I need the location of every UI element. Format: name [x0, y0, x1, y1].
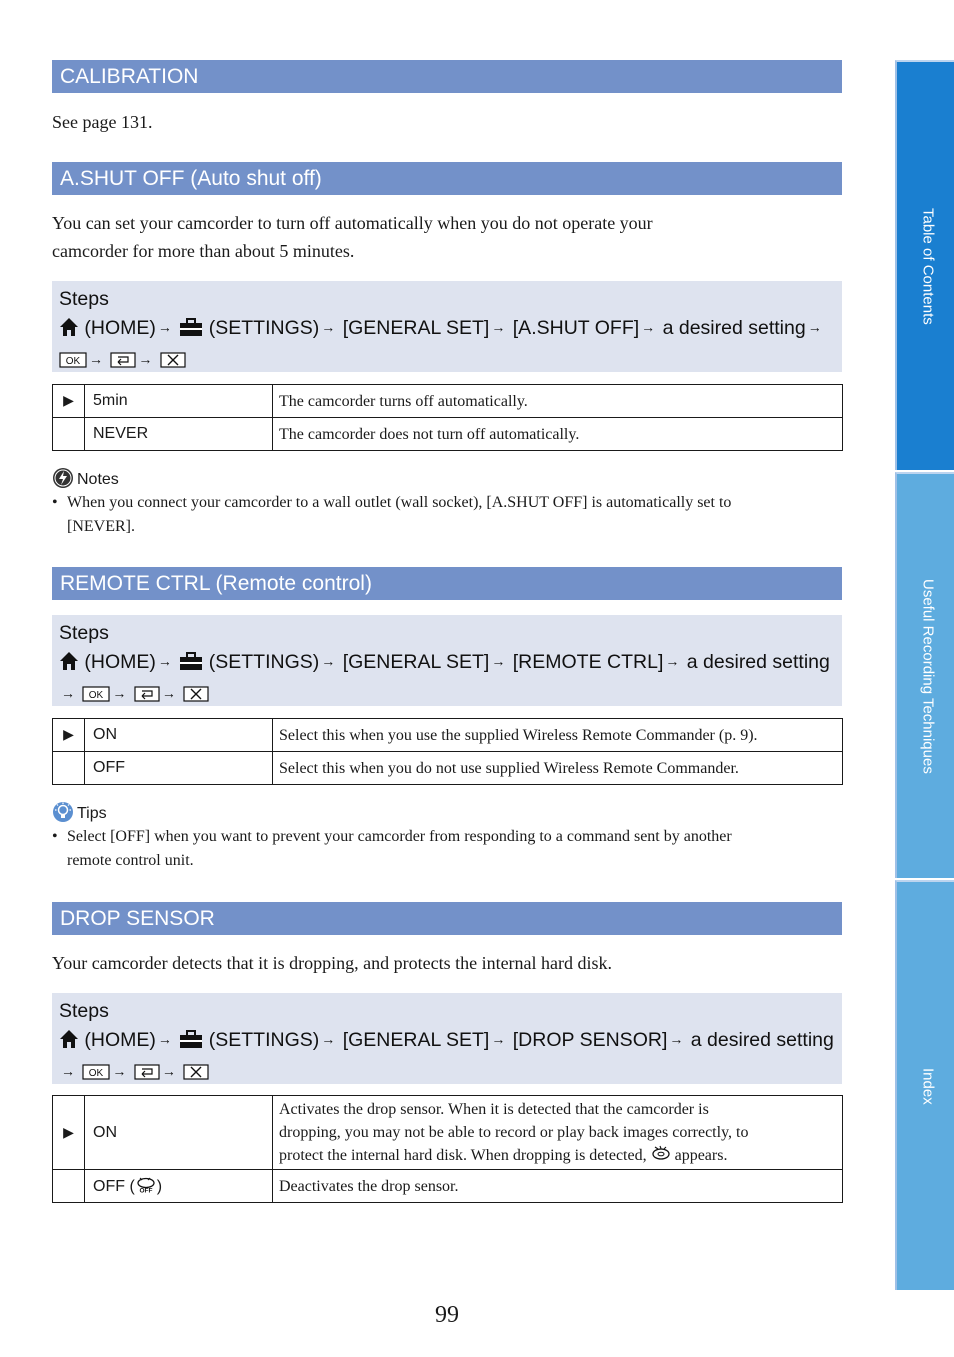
section-title-calibration: CALIBRATION [52, 60, 842, 93]
drop-desc-line2: dropping, you may not be able to record or play back images correctly, to [279, 1124, 749, 1141]
default-marker: ▶ [53, 385, 85, 418]
svg-text:OK: OK [89, 690, 104, 701]
tips-label: Tips [77, 805, 107, 822]
home-icon [59, 317, 79, 345]
section-title-drop: DROP SENSOR [52, 902, 842, 935]
drop-desc-line3b: appears. [674, 1147, 728, 1164]
option-name-a: OFF ( [93, 1177, 135, 1195]
section-title-remote: REMOTE CTRL (Remote control) [52, 567, 842, 600]
section-title-ashutoff: A.SHUT OFF (Auto shut off) [52, 162, 842, 195]
steps-home: (HOME) [84, 317, 156, 339]
tips-heading [52, 801, 107, 826]
option-name [85, 1170, 273, 1203]
steps-title: Steps [59, 288, 109, 310]
option-desc: The camcorder turns off automatically. [273, 385, 843, 418]
note-line1: When you connect your camcorder to a wall outlet (wall socket), [A.SHUT OFF] is automatically set to [67, 494, 732, 511]
table-row [53, 1096, 843, 1170]
ok-button-icon [59, 348, 87, 376]
steps-desired: a desired setting [686, 651, 830, 673]
drop-steps: Steps (HOME) → (SETTINGS) → [GENERAL SET] → [DROP SENSOR] → a desired setting → OK → → [52, 993, 842, 1084]
option-desc: Select this when you do not use supplied Wireless Remote Commander. [273, 752, 843, 785]
ashutoff-intro-line1: You can set your camcorder to turn off automatically when you do not operate your [52, 213, 653, 233]
svg-text:OK: OK [89, 1068, 104, 1079]
notes-heading [52, 467, 119, 492]
option-desc: Select this when you use the supplied Wireless Remote Commander (p. 9). [273, 719, 843, 752]
steps-settings: (SETTINGS) [208, 1029, 320, 1051]
steps-settings: (SETTINGS) [208, 651, 320, 673]
steps-desired: a desired setting [662, 317, 806, 339]
ashutoff-intro [52, 209, 842, 265]
steps-menu-item: [DROP SENSOR] [512, 1029, 668, 1051]
steps-general-set: [GENERAL SET] [342, 651, 490, 673]
tip-line1: Select [OFF] when you want to prevent your camcorder from responding to a command sent by another [67, 828, 732, 845]
option-desc: Deactivates the drop sensor. [273, 1170, 843, 1203]
calibration-text: See page 131. [52, 112, 153, 132]
steps-home: (HOME) [84, 1029, 156, 1051]
tab-useful-recording-techniques[interactable] [895, 472, 954, 878]
option-desc: The camcorder does not turn off automatically. [273, 418, 843, 451]
drop-options-table [52, 1095, 843, 1203]
svg-text:OFF: OFF [139, 1187, 153, 1193]
notes-icon [52, 471, 77, 488]
tab-label: Table of Contents [919, 207, 937, 325]
close-icon [183, 1060, 209, 1088]
option-name: ON [85, 1096, 273, 1170]
tab-index[interactable] [895, 880, 954, 1290]
drop-intro: Your camcorder detects that it is dropping, and protects the internal hard disk. [52, 953, 613, 973]
option-name-b: ) [156, 1177, 163, 1195]
steps-general-set: [GENERAL SET] [342, 1029, 490, 1051]
steps-title: Steps [59, 622, 109, 644]
ashutoff-steps: Steps (HOME) → (SETTINGS) → [GENERAL SET] → [A.SHUT OFF] → a desired setting → OK → → [52, 281, 842, 372]
settings-toolbox-icon [179, 317, 203, 345]
drop-desc-line1: Activates the drop sensor. When it is detected that the camcorder is [279, 1101, 709, 1118]
table-row [53, 385, 843, 418]
default-marker: ▶ [53, 1096, 85, 1170]
table-row [53, 1170, 843, 1203]
default-marker [53, 752, 85, 785]
drop-desc-line3a: protect the internal hard disk. When dropping is detected, [279, 1147, 647, 1164]
drop-sensor-icon [651, 1147, 671, 1164]
default-marker: ▶ [53, 719, 85, 752]
settings-toolbox-icon [179, 651, 203, 679]
steps-settings: (SETTINGS) [208, 317, 320, 339]
table-row [53, 719, 843, 752]
return-icon [134, 1060, 160, 1088]
drop-sensor-off-icon [135, 1178, 157, 1195]
note-item: • When you connect your camcorder to a wall outlet (wall socket), [A.SHUT OFF] is automatically set to [NEVER]. [52, 494, 732, 535]
steps-menu-item: [REMOTE CTRL] [512, 651, 664, 673]
ok-button-icon [82, 682, 110, 710]
option-name: NEVER [85, 418, 273, 451]
ok-button-icon [82, 1060, 110, 1088]
remote-options-table [52, 718, 843, 785]
close-icon [160, 348, 186, 376]
steps-home: (HOME) [84, 651, 156, 673]
return-icon [110, 348, 136, 376]
option-desc [273, 1096, 843, 1170]
steps-title: Steps [59, 1000, 109, 1022]
ashutoff-options-table [52, 384, 843, 451]
return-icon [134, 682, 160, 710]
steps-desired: a desired setting [690, 1029, 834, 1051]
tab-table-of-contents[interactable] [895, 60, 954, 470]
option-name: OFF [85, 752, 273, 785]
default-marker [53, 418, 85, 451]
svg-text:OK: OK [65, 356, 81, 367]
note-line2: [NEVER]. [67, 518, 135, 535]
tab-label: Index [919, 1067, 937, 1105]
ashutoff-intro-line2: camcorder for more than about 5 minutes. [52, 241, 355, 261]
steps-general-set: [GENERAL SET] [342, 317, 490, 339]
table-row [53, 752, 843, 785]
home-icon [59, 651, 79, 679]
tip-line2: remote control unit. [67, 852, 194, 869]
settings-toolbox-icon [179, 1029, 203, 1057]
close-icon [183, 682, 209, 710]
option-name: 5min [85, 385, 273, 418]
page-number: 99 [435, 1302, 459, 1328]
table-row [53, 418, 843, 451]
option-name: ON [85, 719, 273, 752]
tip-item: • Select [OFF] when you want to prevent your camcorder from responding to a command sent by another remote control unit. [52, 828, 732, 869]
steps-menu-item: [A.SHUT OFF] [512, 317, 640, 339]
remote-steps: Steps (HOME) → (SETTINGS) → [GENERAL SET] → [REMOTE CTRL] → a desired setting → OK → → [52, 615, 842, 706]
default-marker [53, 1170, 85, 1203]
tab-label: Useful Recording Techniques [919, 578, 937, 774]
home-icon [59, 1029, 79, 1057]
tips-lightbulb-icon [52, 805, 77, 822]
notes-label: Notes [77, 471, 119, 488]
